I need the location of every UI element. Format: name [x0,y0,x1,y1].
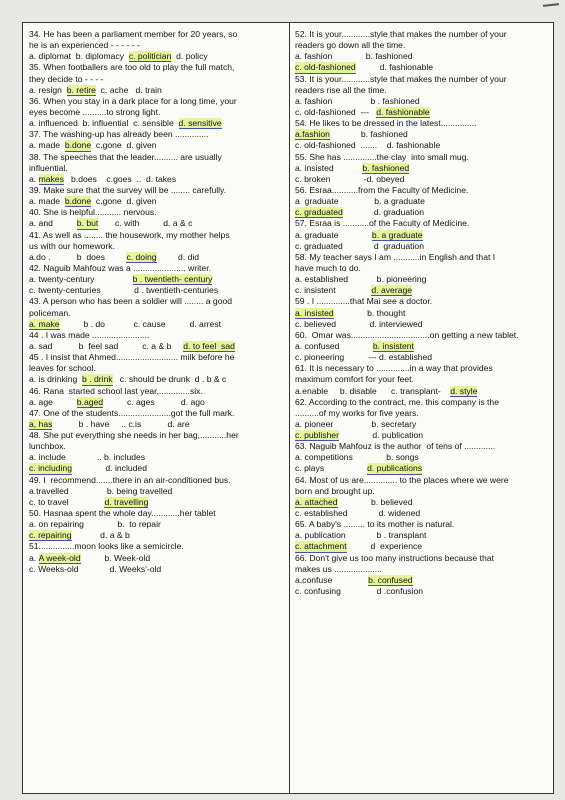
highlighted-answer: c. graduated [295,207,343,218]
text-line [295,374,553,385]
text-segment: eyes become ..........to strong light. [29,106,161,117]
text-segment: 66. Don't give us too many instructions because that [295,552,494,563]
text-segment: 39. Make sure that the survey will be ........ carefully. [29,184,227,195]
highlighted-answer: a. insisted [295,307,334,318]
text-segment: d. did [156,251,200,262]
text-segment: b. fashioned [329,129,408,140]
text-line [29,430,287,441]
text-line [295,508,553,519]
text-line [29,96,287,107]
text-line [29,85,287,96]
text-line [29,196,287,207]
text-line [295,397,553,408]
text-line [295,586,553,597]
text-segment: c.gone d. given [91,196,157,207]
text-segment: 53. It is your............style that makes the number of your [295,73,507,84]
highlighted-answer: a, has [29,418,53,429]
text-segment: c. plays [295,463,368,474]
text-segment: 55. She has ..............the clay into small mug. [295,151,469,162]
text-line [29,386,287,397]
text-line [29,341,287,352]
text-line [29,107,287,118]
text-line [295,452,553,463]
text-segment: readers go down all the time. [295,40,406,51]
text-segment: 34. He has been a parliament member for 20 years, so [29,29,238,39]
text-line [29,497,287,508]
text-segment: 62. According to the contract, me. this company is the [295,396,499,407]
text-segment: 52. It is your............style that makes the number of your [295,29,507,39]
text-line [29,363,287,374]
text-segment: 57. Esraa is ...........of the Faculty of Medicine. [295,218,470,229]
text-line [295,386,553,397]
text-segment: c. believed d. interviewed [295,318,423,329]
text-line [29,441,287,452]
text-line [295,107,553,118]
highlighted-answer: d. publications [367,463,423,474]
text-segment: c. confusing d .confusion [295,586,424,597]
text-segment: a. publication b . transplant [295,530,427,541]
text-segment: 43. A person who has been a soldier will ........ a good [29,296,233,307]
text-line [295,118,553,129]
text-line [295,230,553,241]
highlighted-answer: b. confused [368,574,413,585]
text-segment: he is an experienced - - - - - - [29,40,140,51]
highlighted-answer: c. old-fashioned [295,62,356,73]
text-line [295,564,553,575]
text-segment: 56. Esraa...........from the Faculty of Medicine. [295,184,469,195]
text-line [29,308,287,319]
text-segment: a. confused [295,340,373,351]
text-segment: d. fashionable [355,62,434,73]
highlighted-answer: b . drink [82,374,113,385]
text-line [29,508,287,519]
text-line [29,62,287,73]
text-segment: 49. I recommend.......there in an air-conditioned bus. [29,474,231,485]
text-line [29,519,287,530]
text-line [295,85,553,96]
text-segment: a graduate b. a graduate [295,196,425,207]
text-segment: 60. Omar was.................................on getting a new tablet. [295,329,519,340]
text-segment: leaves for school. [29,363,96,374]
text-segment: 38. The speeches that the leader.......... are usually [29,151,222,162]
text-segment: influential. [29,162,68,173]
text-segment: lunchbox. [29,441,66,452]
highlighted-answer: b.aged [76,396,104,407]
text-line [29,319,287,330]
text-line [29,40,287,51]
worksheet-page [22,22,554,794]
text-segment: d experience [346,541,423,552]
highlighted-answer: A week-old [38,552,81,563]
highlighted-answer: c. publisher [295,430,339,441]
text-line [29,352,287,363]
highlighted-answer: b. retire [66,84,96,95]
text-segment: a. established b. pioneering [295,274,427,285]
highlighted-answer: a. attached [295,496,338,507]
highlighted-answer: b . twentieth- century [132,274,213,285]
text-segment: ..........of my works for five years. [295,407,419,418]
text-segment: d. included [72,463,147,474]
text-line [295,274,553,285]
text-segment: 54. He likes to be dressed in the latest............... [295,118,477,129]
text-line [29,419,287,430]
text-segment: a. [29,173,39,184]
highlighted-answer: a.fashion [295,129,330,140]
text-segment: c. should be drunk d . b & c [112,374,227,385]
text-line [295,497,553,508]
text-segment: d. a & b [71,530,130,541]
text-segment: 58. My teacher says I am ...........in English and that I [295,251,496,262]
highlighted-answer: b. insistent [372,340,414,351]
text-segment: b.does c.goes .. d. takes [63,173,177,184]
text-line [29,541,287,552]
text-line [295,553,553,564]
text-segment: b. thought [333,307,406,318]
highlighted-answer: d. style [450,385,478,396]
text-segment: d. publication [338,430,424,441]
text-segment: a. on repairing b. to repair [29,519,161,530]
text-segment: 50. Hasnaa spent the whole day............her tablet [29,508,216,519]
text-line [295,196,553,207]
text-segment: 37. The washing-up has already been .............. [29,129,209,140]
text-segment: they decide to - - - - [29,73,104,84]
text-segment: b. Week-old [80,552,151,563]
text-line [295,308,553,319]
text-segment: a. sad b feel sad c. a & b [29,340,184,351]
text-line [29,185,287,196]
text-line [295,152,553,163]
text-segment: maximum comfort for your feet. [295,374,414,385]
text-segment: readers rise all the time. [295,84,387,95]
text-line [295,430,553,441]
text-line [29,29,287,40]
text-line [295,62,553,73]
text-line [295,352,553,363]
right-question-column [295,29,553,597]
highlighted-answer: b. fashioned [362,162,410,173]
text-segment: 64. Most of us are.............. to the places where we were [295,474,509,485]
text-segment: have much to do. [295,262,361,273]
text-segment: c. insistent [295,285,372,296]
text-segment: a. is drinking [29,374,83,385]
text-segment: a.enable b. disable c. transplant- [295,385,451,396]
text-line [295,575,553,586]
text-segment: a. twenty-century [29,274,133,285]
text-line [295,519,553,530]
text-line [29,140,287,151]
text-segment: 46. Rana started school last year,.............six. [29,385,203,396]
text-line [29,463,287,474]
text-line [29,408,287,419]
text-line [295,441,553,452]
text-line [29,218,287,229]
text-line [29,163,287,174]
text-line [295,140,553,151]
text-segment: d. policy [171,51,208,62]
text-line [29,129,287,140]
text-segment: c.gone d. given [91,140,157,151]
text-line [29,452,287,463]
text-segment: 35. When footballers are too old to play the full match, [29,62,235,73]
text-segment: b . have .. c.is d. are [52,418,190,429]
text-segment: a. age [29,396,77,407]
highlighted-answer: b. but [76,218,99,229]
text-line [29,152,287,163]
text-line [295,96,553,107]
text-segment: 47. One of the students......................got the full mark. [29,407,235,418]
text-line [295,319,553,330]
text-segment: a. insisted [295,162,363,173]
text-segment: c. ages d. ago [103,396,205,407]
pen-mark [543,3,559,7]
highlighted-answer: d. travelling [104,496,149,507]
text-line [295,341,553,352]
text-segment: 51...............moon looks like a semicircle. [29,541,184,552]
text-line [29,274,287,285]
highlighted-answer: c. politician [128,51,172,62]
text-line [295,40,553,51]
text-line [295,486,553,497]
text-segment: d. graduation [342,207,424,218]
highlighted-answer: b. a graduate [371,229,423,240]
text-segment: a. and [29,218,77,229]
text-segment: a. fashion b. fashioned [295,51,413,62]
left-question-column [29,29,287,575]
text-line [29,51,287,62]
text-line [295,207,553,218]
text-line [29,241,287,252]
text-segment: 42. Naguib Mahfouz was a ...................... writer. [29,262,211,273]
text-segment: a. made [29,140,65,151]
text-line [29,374,287,385]
text-line [295,419,553,430]
text-segment: 45 . I insist that Ahmed.......................... milk before he [29,352,235,363]
text-segment: a. graduate [295,229,372,240]
highlighted-answer: c. repairing [29,530,72,541]
text-line [295,51,553,62]
text-line [295,475,553,486]
text-segment: a. made [29,196,65,207]
text-line [29,564,287,575]
text-line [295,263,553,274]
highlighted-answer: c. doing [126,251,157,262]
text-segment: c. broken -d. obeyed [295,173,405,184]
text-segment: 59 . I ..............that Mai see a doctor. [295,296,433,307]
text-segment: b . do c. cause d. arrest [59,318,222,329]
text-segment: c. Weeks-old d. Weeks'-old [29,563,162,574]
highlighted-answer: c. attachment [295,541,347,552]
text-line [295,363,553,374]
highlighted-answer: makes [38,173,64,184]
text-segment: 61. It is necessary to ..............in a way that provides [295,363,493,374]
text-line [29,397,287,408]
text-segment: c. ache d. train [95,84,162,95]
text-segment: a. include .. b. includes [29,452,146,463]
text-line [295,29,553,40]
text-segment: c. graduated d graduation [295,240,424,251]
text-line [29,330,287,341]
highlighted-answer: d. sensitive [178,118,222,129]
text-line [29,553,287,564]
text-segment: c. pioneering --- d. established [295,352,433,363]
text-line [29,285,287,296]
text-segment: c. established d. widened [295,508,421,519]
text-segment: a.travelled b. being travelled [29,485,173,496]
text-line [29,174,287,185]
highlighted-answer: b.done [64,140,92,151]
text-line [29,263,287,274]
text-segment: policeman. [29,307,71,318]
text-segment: c. twenty-centuries d . twentieth-centuries [29,285,219,296]
highlighted-answer: b.done [64,196,92,207]
text-line [295,185,553,196]
text-line [29,74,287,85]
text-segment: a. resign [29,84,67,95]
column-divider [289,23,290,793]
text-segment: born and brought up. [295,485,375,496]
text-segment: us with our homework. [29,240,115,251]
text-segment: 40. She is helpful........... nervous. [29,207,157,218]
text-segment: 63. Naguib Mahfouz is the author of tens of ............. [295,441,496,452]
text-line [295,296,553,307]
highlighted-answer: a. make [29,318,60,329]
text-segment: 36. When you stay in a dark place for a long time, your [29,95,237,106]
highlighted-answer: d. to feel sad [183,340,235,351]
text-line [29,530,287,541]
text-segment: a. influenced b. influential c. sensible [29,118,179,129]
text-line [295,218,553,229]
text-line [29,486,287,497]
text-segment: a.do . b does [29,251,127,262]
text-segment: 48. She put everything she needs in her bag,...........her [29,430,239,441]
text-line [29,252,287,263]
text-segment: a. competitions b. songs [295,452,419,463]
text-line [295,129,553,140]
text-line [295,241,553,252]
text-line [295,463,553,474]
text-line [29,230,287,241]
highlighted-answer: d. fashionable [376,106,430,117]
text-line [295,530,553,541]
text-segment: makes us .................... [295,563,382,574]
text-segment: a. fashion b . fashioned [295,95,420,106]
text-segment: c. to travel [29,496,105,507]
text-line [29,207,287,218]
text-segment: 65. A baby's ......... to its mother is natural. [295,519,455,530]
text-segment: b. believed [337,496,413,507]
text-line [29,118,287,129]
text-line [295,252,553,263]
text-segment: a. pioneer b. secretary [295,418,417,429]
text-line [29,475,287,486]
text-line [295,541,553,552]
highlighted-answer: d. average [371,285,413,296]
text-segment: 44 . I was made ........................ [29,329,150,340]
text-segment: c. old-fashioned ....... d. fashionable [295,140,441,151]
text-line [29,296,287,307]
text-segment: a.confuse [295,574,369,585]
text-line [295,163,553,174]
text-line [295,285,553,296]
text-line [295,408,553,419]
text-line [295,330,553,341]
text-segment: 41. As well as ........ the housework, my mother helps [29,229,230,240]
text-segment: a. [29,552,39,563]
text-line [295,174,553,185]
text-line [295,74,553,85]
text-segment: a. diplomat b. diplomacy [29,51,129,62]
highlighted-answer: c. including [29,463,72,474]
text-segment: c. with d. a & c [98,218,193,229]
text-segment: c. old-fashioned --- [295,106,377,117]
